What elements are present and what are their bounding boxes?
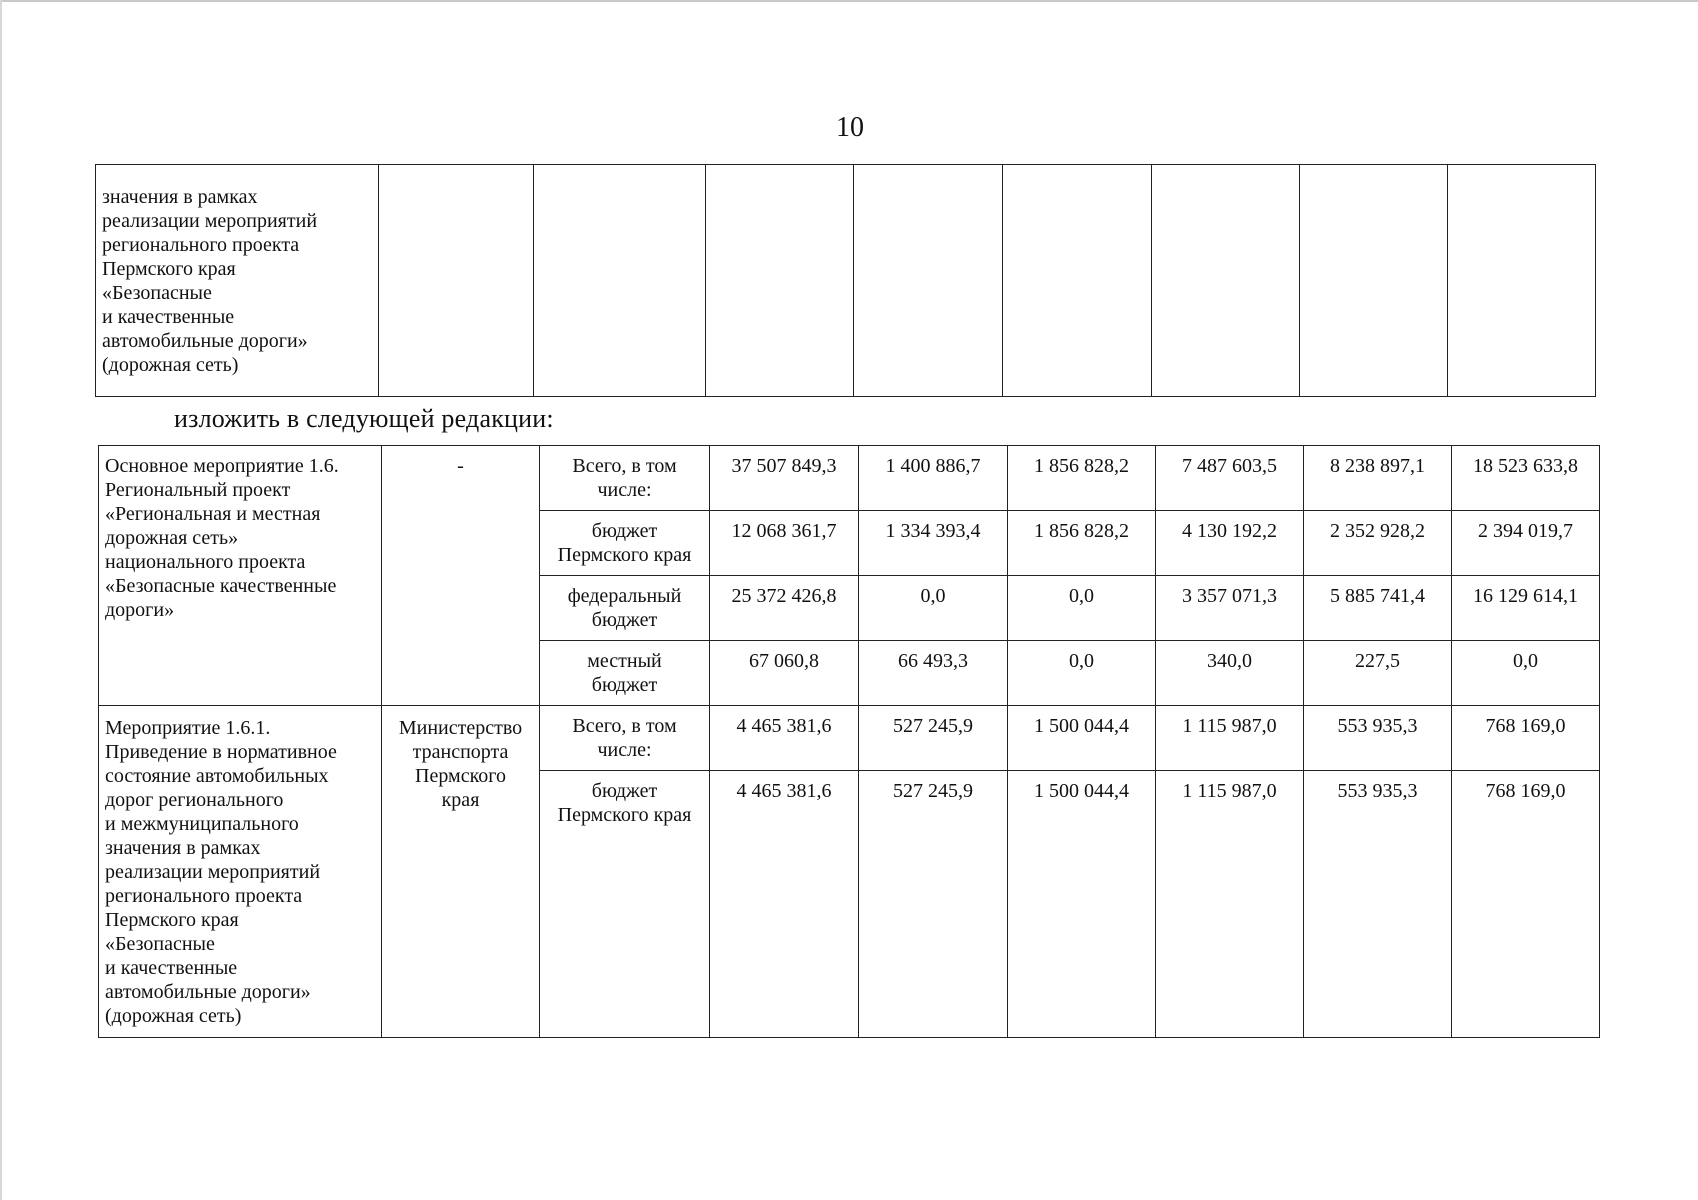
activity-description: Мероприятие 1.6.1. Приведение в нормативное состояние автомобильных дорог регионального и межмуниципального значения в рамках реализации мероприятий регионального проекта Пермского края «Безопасные и качественные автомобильные дороги» (дорожная сеть)	[105, 717, 337, 1027]
value-cell: 37 507 849,3	[710, 446, 859, 511]
value-cell: 8 238 897,1	[1304, 446, 1452, 511]
empty-cell	[706, 165, 854, 397]
value-cell: 67 060,8	[710, 641, 859, 706]
value-cell: 25 372 426,8	[710, 576, 859, 641]
value-cell: 1 115 987,0	[1156, 706, 1304, 771]
value-cell: 18 523 633,8	[1452, 446, 1600, 511]
value-cell: 4 130 192,2	[1156, 511, 1304, 576]
page-number: 10	[836, 112, 864, 143]
executor-cell	[382, 446, 540, 706]
value-cell: 0,0	[1008, 576, 1156, 641]
empty-cell	[1448, 165, 1596, 397]
value-cell: 227,5	[1304, 641, 1452, 706]
activity-description-cell	[99, 706, 382, 1038]
value-cell: 553 935,3	[1304, 706, 1452, 771]
funding-source-cell	[540, 641, 710, 706]
empty-cell	[854, 165, 1003, 397]
value-cell: 2 394 019,7	[1452, 511, 1600, 576]
funding-source-cell	[540, 446, 710, 511]
value-cell: 0,0	[1452, 641, 1600, 706]
funding-source: Всего, в том числе:	[572, 455, 677, 501]
activity-description-cell	[99, 446, 382, 706]
table-row	[99, 706, 1600, 771]
funding-source: Всего, в том числе:	[572, 715, 677, 761]
funding-source-cell	[540, 771, 710, 1038]
value-cell: 1 115 987,0	[1156, 771, 1304, 1038]
value-cell: 1 400 886,7	[859, 446, 1008, 511]
funding-source: бюджет Пермского края	[557, 520, 692, 566]
table-row	[96, 165, 1596, 397]
scan-edge-left	[0, 0, 2, 1200]
value-cell: 1 500 044,4	[1008, 771, 1156, 1038]
funding-source: федеральный бюджет	[567, 585, 682, 631]
value-cell: 553 935,3	[1304, 771, 1452, 1038]
value-cell: 5 885 741,4	[1304, 576, 1452, 641]
value-cell: 1 856 828,2	[1008, 446, 1156, 511]
value-cell: 4 465 381,6	[710, 706, 859, 771]
value-cell: 527 245,9	[859, 706, 1008, 771]
value-cell: 768 169,0	[1452, 771, 1600, 1038]
empty-cell	[1003, 165, 1152, 397]
value-cell: 527 245,9	[859, 771, 1008, 1038]
value-cell: 1 500 044,4	[1008, 706, 1156, 771]
amendment-heading: изложить в следующей редакции:	[174, 404, 554, 433]
value-cell: 1 856 828,2	[1008, 511, 1156, 576]
table-row	[99, 446, 1600, 511]
value-cell: 1 334 393,4	[859, 511, 1008, 576]
funding-source: местный бюджет	[587, 650, 662, 696]
empty-cell	[1300, 165, 1448, 397]
value-cell: 4 465 381,6	[710, 771, 859, 1038]
scan-edge-top	[0, 0, 1698, 2]
value-cell: 0,0	[1008, 641, 1156, 706]
value-cell: 2 352 928,2	[1304, 511, 1452, 576]
value-cell: 0,0	[859, 576, 1008, 641]
value-cell: 12 068 361,7	[710, 511, 859, 576]
empty-cell	[379, 165, 534, 397]
value-cell: 16 129 614,1	[1452, 576, 1600, 641]
previous-table-fragment	[95, 164, 1596, 397]
activity-description: значения в рамках реализации мероприятий регионального проекта Пермского края «Безопасные и качественные автомобильные дороги» (дорожная сеть)	[102, 186, 318, 376]
empty-cell	[1152, 165, 1300, 397]
executor: Министерство транспорта Пермского края	[398, 717, 523, 811]
activity-description-cell	[96, 165, 379, 397]
value-cell: 768 169,0	[1452, 706, 1600, 771]
funding-source-cell	[540, 511, 710, 576]
value-cell: 7 487 603,5	[1156, 446, 1304, 511]
value-cell: 340,0	[1156, 641, 1304, 706]
value-cell: 3 357 071,3	[1156, 576, 1304, 641]
funding-source-cell	[540, 576, 710, 641]
activity-description: Основное мероприятие 1.6. Региональный проект «Региональная и местная дорожная сеть» национального проекта «Безопасные качественные дороги»	[105, 455, 339, 621]
executor-cell	[382, 706, 540, 1038]
funding-source-cell	[540, 706, 710, 771]
funding-source: бюджет Пермского края	[557, 780, 692, 826]
executor: -	[457, 455, 464, 477]
empty-cell	[534, 165, 706, 397]
financing-table	[98, 445, 1600, 1038]
value-cell: 66 493,3	[859, 641, 1008, 706]
